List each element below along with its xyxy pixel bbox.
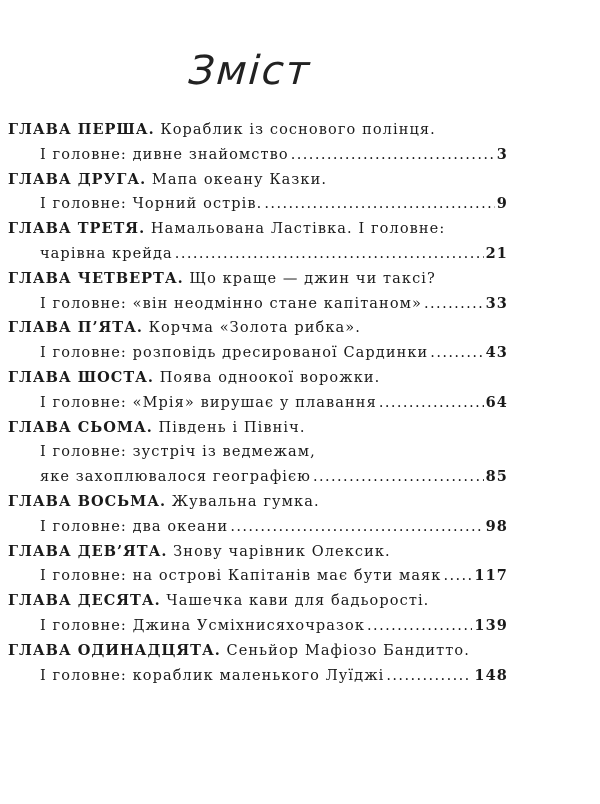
page-number: 21: [485, 244, 508, 262]
page-number: 9: [496, 195, 508, 213]
page-number: 43: [485, 344, 508, 362]
chapter-heading[interactable]: [8, 639, 508, 664]
page-number: 33: [485, 294, 508, 312]
chapter-subtitle[interactable]: [8, 341, 508, 366]
page-number: 148: [474, 666, 508, 684]
chapter-title: Мапа океану Казки.: [151, 171, 328, 188]
chapter-label: ГЛАВА ДРУГА.: [8, 170, 147, 188]
chapter-title: Жувальна гумка.: [171, 493, 320, 510]
dot-leader: [424, 292, 484, 317]
dot-leader: [230, 515, 483, 540]
chapter-title: Поява одноокої ворожки.: [159, 369, 381, 386]
chapter-label: ГЛАВА ПЕРША.: [8, 121, 155, 138]
page-title: Зміст: [187, 48, 313, 94]
page-number: 85: [485, 468, 508, 486]
dot-leader: [367, 614, 472, 639]
chapter-heading[interactable]: [8, 118, 508, 143]
chapter-title: Намальована Ластівка. І головне:: [150, 221, 446, 238]
chapter-heading[interactable]: [8, 366, 508, 391]
chapter-title: Кораблик із соснового полінця.: [160, 122, 436, 138]
subtitle-text: яке захоплювалося географією: [40, 469, 311, 486]
chapter-heading[interactable]: [8, 316, 508, 341]
subtitle-text: І головне: кораблик маленького Луїджі: [40, 667, 385, 684]
chapter-label: ГЛАВА ВОСЬМА.: [8, 492, 167, 510]
chapter-label: ГЛАВА ШОСТА.: [8, 368, 154, 386]
chapter-subtitle[interactable]: [8, 143, 508, 168]
dot-leader: [313, 465, 484, 490]
chapter-subtitle[interactable]: [8, 440, 508, 465]
chapter-subtitle[interactable]: [8, 465, 508, 490]
chapter-heading[interactable]: [8, 540, 508, 565]
chapter-title: Корчма «Золота рибка».: [148, 320, 361, 337]
chapter-heading[interactable]: [8, 217, 508, 242]
chapter-title: Південь і Північ.: [158, 419, 306, 436]
chapter-title: Знову чарівник Олексик.: [173, 543, 391, 560]
dot-leader: [386, 664, 472, 689]
subtitle-text: І головне: Джина Усміхнисяхочразок: [40, 617, 366, 634]
chapter-heading[interactable]: [8, 589, 508, 614]
subtitle-text: І головне: зустріч із ведмежам,: [40, 444, 316, 461]
chapter-title: Сеньйор Мафіозо Бандитто.: [226, 642, 470, 659]
subtitle-text: І головне: на острові Капітанів має бути маяк: [40, 568, 442, 585]
subtitle-text: І головне: «він неодмінно стане капітаном»: [40, 295, 423, 312]
chapter-subtitle[interactable]: [8, 614, 508, 639]
subtitle-text: чарівна крейда: [40, 245, 173, 262]
page-number: 139: [474, 616, 508, 634]
dot-leader: [264, 192, 494, 217]
dot-leader: [379, 391, 484, 416]
chapter-label: ГЛАВА П’ЯТА.: [8, 319, 143, 337]
subtitle-text: І головне: «Мрія» вирушає у плавання: [40, 394, 377, 411]
chapter-label: ГЛАВА СЬОМА.: [8, 418, 153, 436]
chapter-label: ГЛАВА ДЕВ’ЯТА.: [8, 542, 168, 560]
dot-leader: [175, 242, 484, 267]
dot-leader: [291, 143, 495, 168]
page-number: 3: [496, 145, 508, 163]
chapter-title: Що краще — джин чи таксі?: [189, 270, 436, 287]
subtitle-text: І головне: два океани: [40, 518, 229, 535]
chapter-subtitle[interactable]: [8, 664, 508, 689]
table-of-contents: [8, 118, 508, 688]
page-number: 98: [485, 517, 508, 535]
dot-leader: [443, 564, 472, 589]
chapter-subtitle[interactable]: [8, 242, 508, 267]
chapter-heading[interactable]: [8, 490, 508, 515]
chapter-subtitle[interactable]: [8, 391, 508, 416]
chapter-subtitle[interactable]: [8, 564, 508, 589]
subtitle-text: І головне: Чорний острів.: [40, 196, 263, 213]
dot-leader: [430, 341, 483, 366]
subtitle-text: І головне: розповідь дресированої Сардинки: [40, 345, 429, 362]
chapter-label: ГЛАВА ЧЕТВЕРТА.: [8, 269, 184, 287]
subtitle-text: І головне: дивне знайомство: [40, 146, 289, 163]
chapter-title: Чашечка кави для бадьорості.: [166, 593, 430, 610]
page-number: 64: [485, 393, 508, 411]
chapter-label: ГЛАВА ДЕСЯТА.: [8, 592, 161, 610]
chapter-subtitle[interactable]: [8, 515, 508, 540]
chapter-heading[interactable]: [8, 267, 508, 292]
chapter-heading[interactable]: [8, 168, 508, 193]
chapter-label: ГЛАВА ТРЕТЯ.: [8, 220, 146, 238]
chapter-subtitle[interactable]: [8, 192, 508, 217]
chapter-subtitle[interactable]: [8, 292, 508, 317]
page-number: 117: [474, 567, 508, 585]
chapter-heading[interactable]: [8, 416, 508, 441]
chapter-label: ГЛАВА ОДИНАДЦЯТА.: [8, 641, 221, 659]
